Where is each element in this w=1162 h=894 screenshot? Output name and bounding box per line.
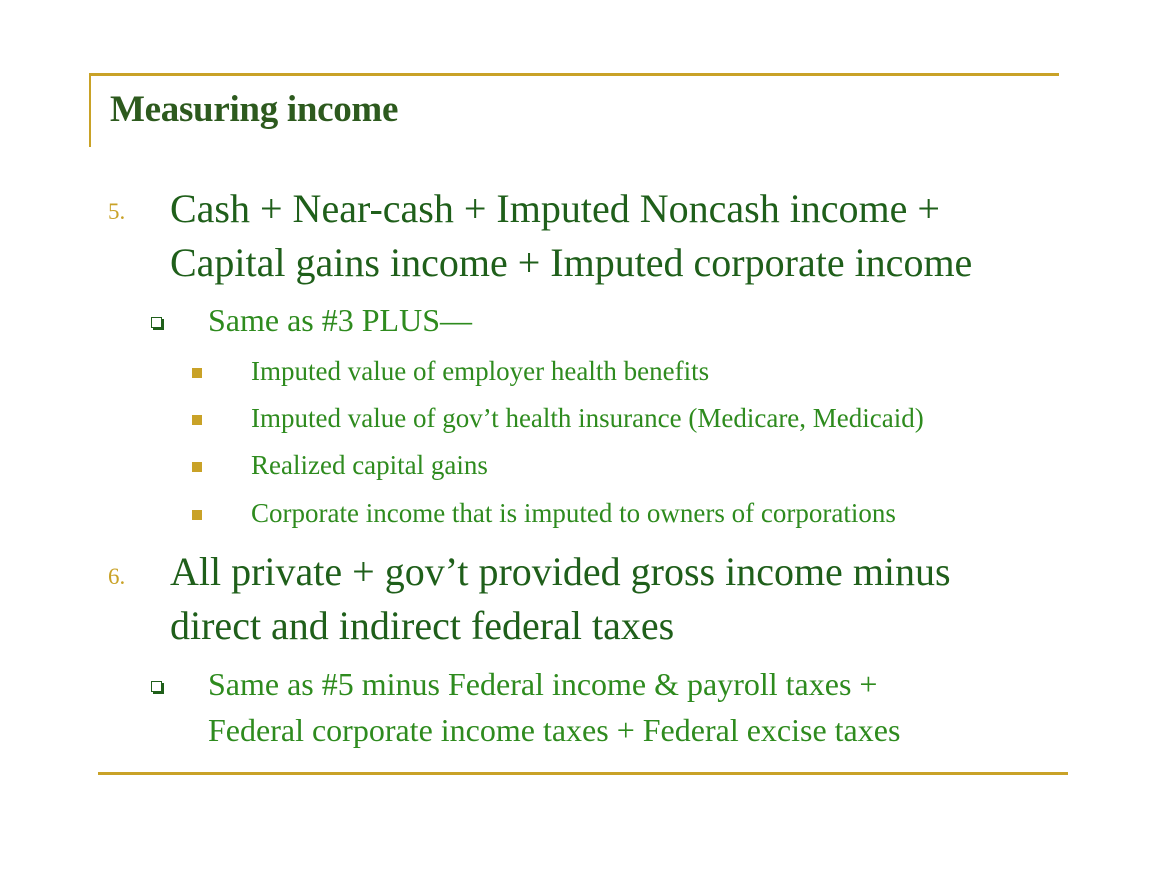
item-line: direct and indirect federal taxes <box>170 603 675 648</box>
item-line: Capital gains income + Imputed corporate income <box>170 240 973 285</box>
sub-item-line: Same as #3 PLUS— <box>208 302 472 338</box>
hollow-square-bullet-icon <box>151 317 162 328</box>
bottom-rule <box>98 772 1068 775</box>
point-text: Corporate income that is imputed to owners of corporations <box>251 498 896 528</box>
square-bullet-icon <box>192 368 202 378</box>
point-text: Imputed value of gov’t health insurance (Medicare, Medicaid) <box>251 403 924 433</box>
square-bullet-icon <box>192 415 202 425</box>
sub-item-line: Same as #5 minus Federal income & payroll taxes + <box>208 666 878 702</box>
sub-item-line: Federal corporate income taxes + Federal excise taxes <box>208 712 901 748</box>
item-number: 6. <box>108 564 126 589</box>
point-text: Realized capital gains <box>251 450 488 480</box>
item-line: Cash + Near-cash + Imputed Noncash income + <box>170 186 940 231</box>
square-bullet-icon <box>192 462 202 472</box>
title-left-rule <box>89 73 91 147</box>
point-text: Imputed value of employer health benefits <box>251 356 710 386</box>
item-number: 5. <box>108 199 126 224</box>
title-top-rule <box>89 73 1059 76</box>
item-line: All private + gov’t provided gross income minus <box>170 549 951 594</box>
square-bullet-icon <box>192 510 202 520</box>
hollow-square-bullet-icon <box>151 681 162 692</box>
slide-title: Measuring income <box>110 89 399 130</box>
